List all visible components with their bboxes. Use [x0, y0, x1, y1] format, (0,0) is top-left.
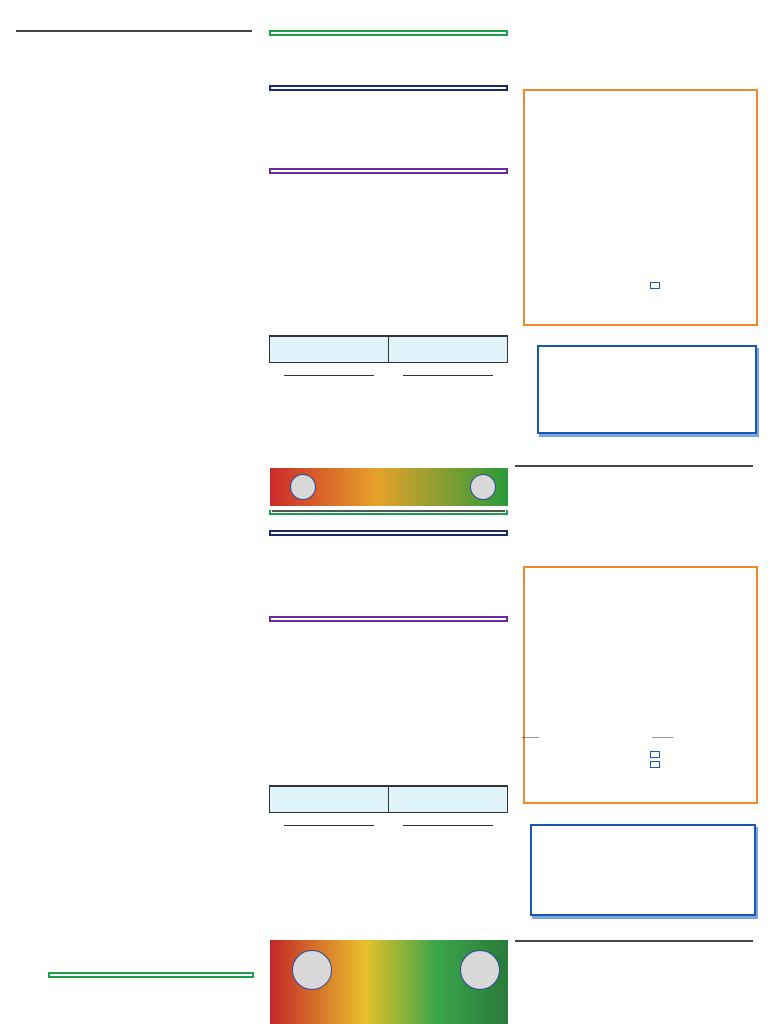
scaled-interp-top [269, 30, 508, 36]
socio-checklist-mini-1 [515, 465, 753, 467]
interp-eosy-box[interactable] [389, 787, 508, 813]
parent-signature [403, 375, 493, 377]
interp-bosy-box[interactable] [270, 337, 389, 363]
summary-2 [269, 616, 508, 622]
parent-signature [284, 825, 374, 827]
school-seal-icon [460, 950, 500, 990]
cover-fields-1 [522, 152, 758, 322]
parents-note-2 [530, 824, 756, 916]
interp-2 [269, 785, 508, 827]
parent-signature [284, 375, 374, 377]
interp-eosy-box[interactable] [389, 337, 508, 363]
checkbox-left[interactable] [650, 282, 660, 289]
parent-signature [403, 825, 493, 827]
socio-checklist-top [16, 30, 252, 32]
col-1st [595, 466, 674, 467]
summary-top [269, 168, 508, 174]
parents-note-1 [537, 345, 757, 434]
scaled-interp-bottom [48, 972, 254, 978]
interp-top [269, 335, 508, 377]
socio-checklist-mini-2 [515, 940, 753, 942]
standard-interp-2 [269, 530, 508, 536]
school-banner-2 [270, 940, 508, 1024]
col-1st [595, 941, 674, 942]
socio-header [516, 466, 595, 467]
deped-seal-icon [290, 474, 316, 500]
socio-header [516, 941, 595, 942]
col-2nd [173, 31, 251, 32]
scaled-desc [343, 511, 505, 512]
scaled-interp-cropped [269, 510, 508, 515]
interp-bosy-box[interactable] [270, 787, 389, 813]
cover-fields-2: ____ _____ [522, 628, 758, 803]
col-2nd [674, 466, 753, 467]
checkbox-right[interactable] [650, 751, 660, 758]
col-2nd [674, 941, 753, 942]
col-1st [95, 31, 173, 32]
deped-seal-icon [292, 950, 332, 990]
scaled-range [273, 511, 343, 512]
socio-header [17, 31, 95, 32]
checkbox-left[interactable] [650, 761, 660, 768]
school-banner-1 [270, 468, 508, 506]
standard-interp-top [269, 85, 508, 91]
school-seal-icon [470, 474, 496, 500]
